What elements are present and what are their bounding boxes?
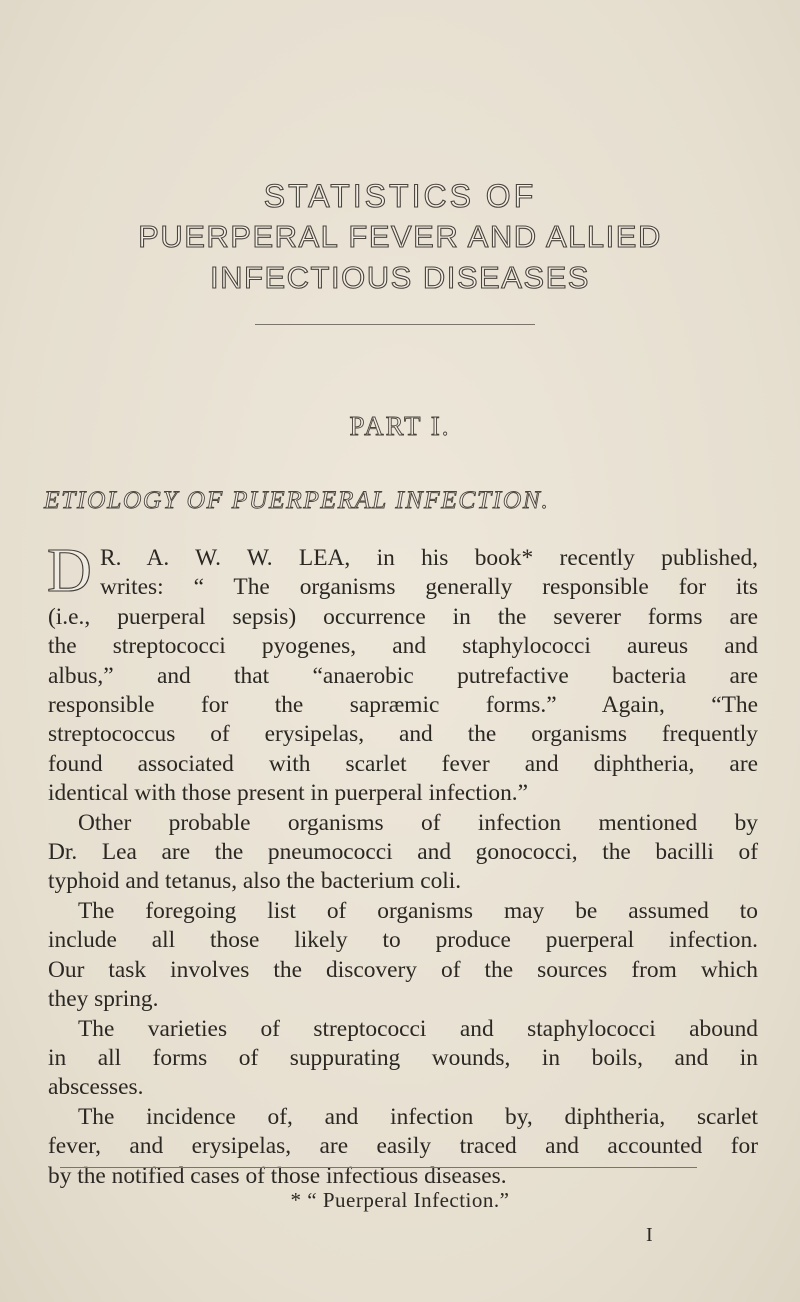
title-line-2: PUERPERAL FEVER AND ALLIED xyxy=(138,219,662,254)
paragraph-line: the streptococci pyogenes, and staphylococci aureus and xyxy=(48,633,758,660)
part-heading: PART I. xyxy=(349,411,451,441)
paragraph-line: The varieties of streptococci and staphylococci abound xyxy=(78,1015,758,1042)
paragraph-line: The incidence of, and infection by, diphtheria, scarlet xyxy=(78,1103,758,1130)
paragraph-line: found associated with scarlet fever and diphtheria, are xyxy=(48,750,758,777)
paragraph-line: streptococcus of erysipelas, and the organisms frequently xyxy=(48,721,758,748)
chapter-heading: ETIOLOGY OF PUERPERAL INFECTION. xyxy=(44,485,550,514)
paragraph-line: The foregoing list of organisms may be assumed to xyxy=(78,897,758,924)
paragraph-line: abscesses. xyxy=(48,1074,144,1101)
title-divider xyxy=(255,324,535,325)
paragraph-line: they spring. xyxy=(48,986,159,1013)
footnote-divider xyxy=(60,1167,697,1168)
paragraph-line: identical with those present in puerperal infection.” xyxy=(48,780,528,807)
paragraph-line: writes: “ The organisms generally responsible for its xyxy=(100,574,758,601)
paragraph-line: in all forms of suppurating wounds, in boils, and in xyxy=(48,1044,758,1071)
paragraph-4 xyxy=(48,1015,758,1103)
paragraph-line: Our task involves the discovery of the sources from which xyxy=(48,956,758,983)
title-line-3: INFECTIOUS DISEASES xyxy=(210,260,590,295)
paragraph-line: typhoid and tetanus, also the bacterium coli. xyxy=(48,868,462,895)
drop-cap: D xyxy=(47,537,92,605)
paragraph-line: fever, and erysipelas, are easily traced and accounted for xyxy=(48,1133,758,1160)
paragraph-line: Dr. Lea are the pneumococci and gonococci, the bacilli of xyxy=(48,839,758,866)
title-line-1: STATISTICS OF xyxy=(263,178,537,214)
footnote: * “ Puerperal Infection.” xyxy=(290,1188,510,1212)
paragraph-line: by the notified cases of those infectious diseases. xyxy=(48,1162,507,1189)
paragraph-line: include all those likely to produce puerperal infection. xyxy=(48,927,758,954)
paragraph-line: (i.e., puerperal sepsis) occurrence in the severer forms are xyxy=(48,603,758,630)
paragraph-line: R. A. W. W. LEA, in his book* recently published, xyxy=(100,545,758,571)
paragraph-1 xyxy=(47,537,758,809)
paragraph-5 xyxy=(48,1103,758,1191)
paragraph-line: albus,” and that “anaerobic putrefactive bacteria are xyxy=(48,662,758,689)
paragraph-2 xyxy=(48,809,758,897)
body-text xyxy=(47,537,758,1191)
paragraph-line: Other probable organisms of infection mentioned by xyxy=(78,809,758,836)
paragraph-3 xyxy=(48,897,758,1015)
paragraph-line: responsible for the sapræmic forms.” Again, “The xyxy=(48,692,758,719)
signature-mark: I xyxy=(646,1224,653,1246)
